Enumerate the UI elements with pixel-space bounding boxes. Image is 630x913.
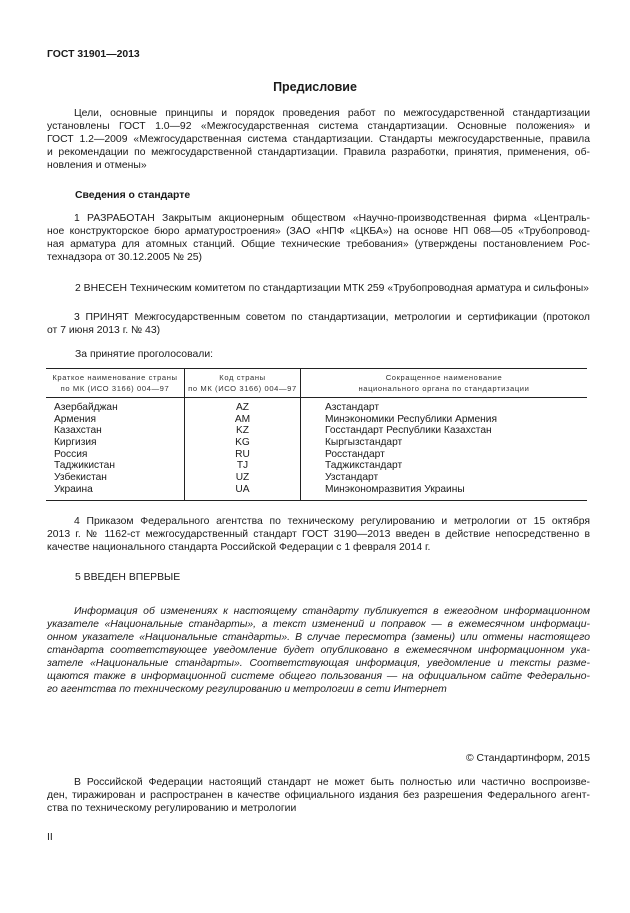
column-header-code (185, 369, 301, 398)
text-line: ное конструкторское бюро арматуростроения» (ЗАО «НПФ «ЦКБА») на основе НП 068—05 «Трубопровод- (47, 226, 590, 237)
text-line: 4 Приказом Федерального агентства по техническому регулированию и метрологии от 15 октября (74, 516, 590, 527)
cell-entry: Таджикстандарт (325, 460, 403, 472)
document-header: ГОСТ 31901—2013 (47, 49, 140, 60)
cell-entry: Азстандарт (325, 402, 380, 413)
page-title: Предисловие (273, 80, 357, 94)
item-2-paragraph: 2 ВНЕСЕН Техническим комитетом по стандартизации МТК 259 «Трубопроводная арматура и сильфоны» (75, 283, 589, 294)
item-3-paragraph (47, 311, 590, 337)
text-line: качестве национального стандарта Российской Федерации с 1 февраля 2014 г. (47, 542, 431, 553)
cell-entry: AZ (235, 402, 250, 413)
text-line: зателе «Национальные стандарты». Соответствующая информация, уведомление и тексты разме- (47, 658, 590, 669)
header-line: по МК (ИСО 3166) 004—97 (60, 384, 170, 393)
cell-entry: KG (235, 437, 250, 449)
rights-paragraph (47, 776, 590, 815)
cell-entry: Минэкономики Республики Армения (325, 413, 497, 425)
bodies-cell (301, 398, 588, 501)
cell-entry: Госстандарт Республики Казахстан (325, 425, 492, 437)
text-line: 3 ПРИНЯТ Межгосударственным советом по стандартизации, метрологии и сертификации (протокол (74, 312, 590, 323)
header-line: Краткое наименование страны (52, 373, 178, 382)
text-line: В Российской Федерации настоящий стандарт не может быть полностью или частично воспроизве- (74, 777, 590, 788)
text-line: указателе «Национальные стандарты», а текст изменений и поправок — в ежемесячном информаци- (47, 619, 590, 630)
cell-entry: Узстандарт (325, 472, 379, 484)
text-line: го агентства по техническому регулированию и метрологии в сети Интернет (47, 684, 447, 695)
cell-entry: RU (235, 448, 250, 460)
text-line: установлены ГОСТ 1.0—92 «Межгосударственная система стандартизации. Основные положения» и (47, 121, 590, 132)
voted-label: За принятие проголосовали: (75, 349, 214, 360)
text-line: 1 РАЗРАБОТАН Закрытым акционерным обществом «Научно-производственная фирма «Централь- (74, 213, 590, 224)
table-row (46, 398, 587, 501)
text-line: щаются также в информационной системе общего пользования — на официальном сайте Федерально- (47, 671, 590, 682)
cell-entry: Кыргызстандарт (325, 437, 403, 449)
header-line: Сокращенное наименование (385, 373, 503, 382)
page-number: II (47, 832, 53, 843)
cell-entry: Узбекистан (54, 472, 107, 484)
cell-entry: Азербайджан (54, 402, 118, 413)
item-5-paragraph: 5 ВВЕДЕН ВПЕРВЫЕ (75, 572, 181, 583)
column-header-body (301, 369, 588, 398)
cell-entry: Минэкономразвития Украины (325, 483, 465, 495)
header-line: национального органа по стандартизации (358, 384, 530, 393)
cell-entry: UZ (235, 472, 250, 484)
section-title: Сведения о стандарте (75, 190, 191, 201)
info-notice-paragraph (47, 605, 590, 696)
cell-entry: Таджикистан (54, 460, 115, 472)
countries-cell (46, 398, 185, 501)
text-line: Информация об изменениях к настоящему стандарту публикуется в ежегодном информационном (74, 606, 590, 617)
cell-entry: Киргизия (54, 437, 97, 449)
cell-entry: Казахстан (54, 425, 102, 437)
text-line: онном указателе «Национальные стандарты». В случае пересмотра (замены) или отмены настоящего (47, 632, 590, 643)
column-header-country (46, 369, 185, 398)
voting-countries-table (46, 368, 587, 501)
cell-entry: UA (235, 483, 250, 495)
text-line: технадзора от 30.12.2005 № 25) (47, 252, 202, 263)
codes-cell (185, 398, 301, 501)
text-line: новления и отмены» (47, 160, 147, 171)
text-line: от 7 июня 2013 г. № 43) (47, 325, 161, 336)
cell-entry: KZ (235, 425, 250, 437)
text-line: и рекомендации по межгосударственной стандартизации. Правила разработки, принятия, применения, об- (47, 147, 590, 158)
text-line: Цели, основные принципы и порядок проведения работ по межгосударственной стандартизации (74, 108, 590, 119)
text-line: ден, тиражирован и распространен в качестве официального издания без разрешения Федерального агент- (47, 790, 590, 801)
cell-entry: Росстандарт (325, 448, 385, 460)
cell-entry: Россия (54, 448, 88, 460)
table-header-row (46, 369, 587, 398)
copyright-notice: © Стандартинформ, 2015 (465, 753, 590, 764)
cell-entry: AM (234, 413, 251, 425)
text-line: стандарта соответствующее уведомление будет опубликовано в ежемесячном информационном ука- (47, 645, 590, 656)
header-line: по МК (ИСО 3166) 004—97 (188, 384, 297, 393)
cell-entry: Армения (54, 413, 96, 425)
intro-paragraph (47, 107, 590, 172)
cell-entry: Украина (54, 483, 93, 495)
cell-entry: TJ (236, 460, 249, 472)
text-line: ная арматура для атомных станций. Общие технические требования» (утверждены постановлением Рос- (47, 239, 590, 250)
text-line: 2013 г. № 1162-ст межгосударственный стандарт ГОСТ 3190—2013 введен в действие непосредственно в (47, 529, 590, 540)
header-line: Код страны (219, 373, 266, 382)
text-line: ГОСТ 1.2—2009 «Межгосударственная система стандартизации. Стандарты межгосударственные, правила (47, 134, 590, 145)
item-1-paragraph (47, 212, 590, 264)
item-4-paragraph (47, 515, 590, 554)
text-line: ства по техническому регулированию и метрологии (47, 803, 297, 814)
